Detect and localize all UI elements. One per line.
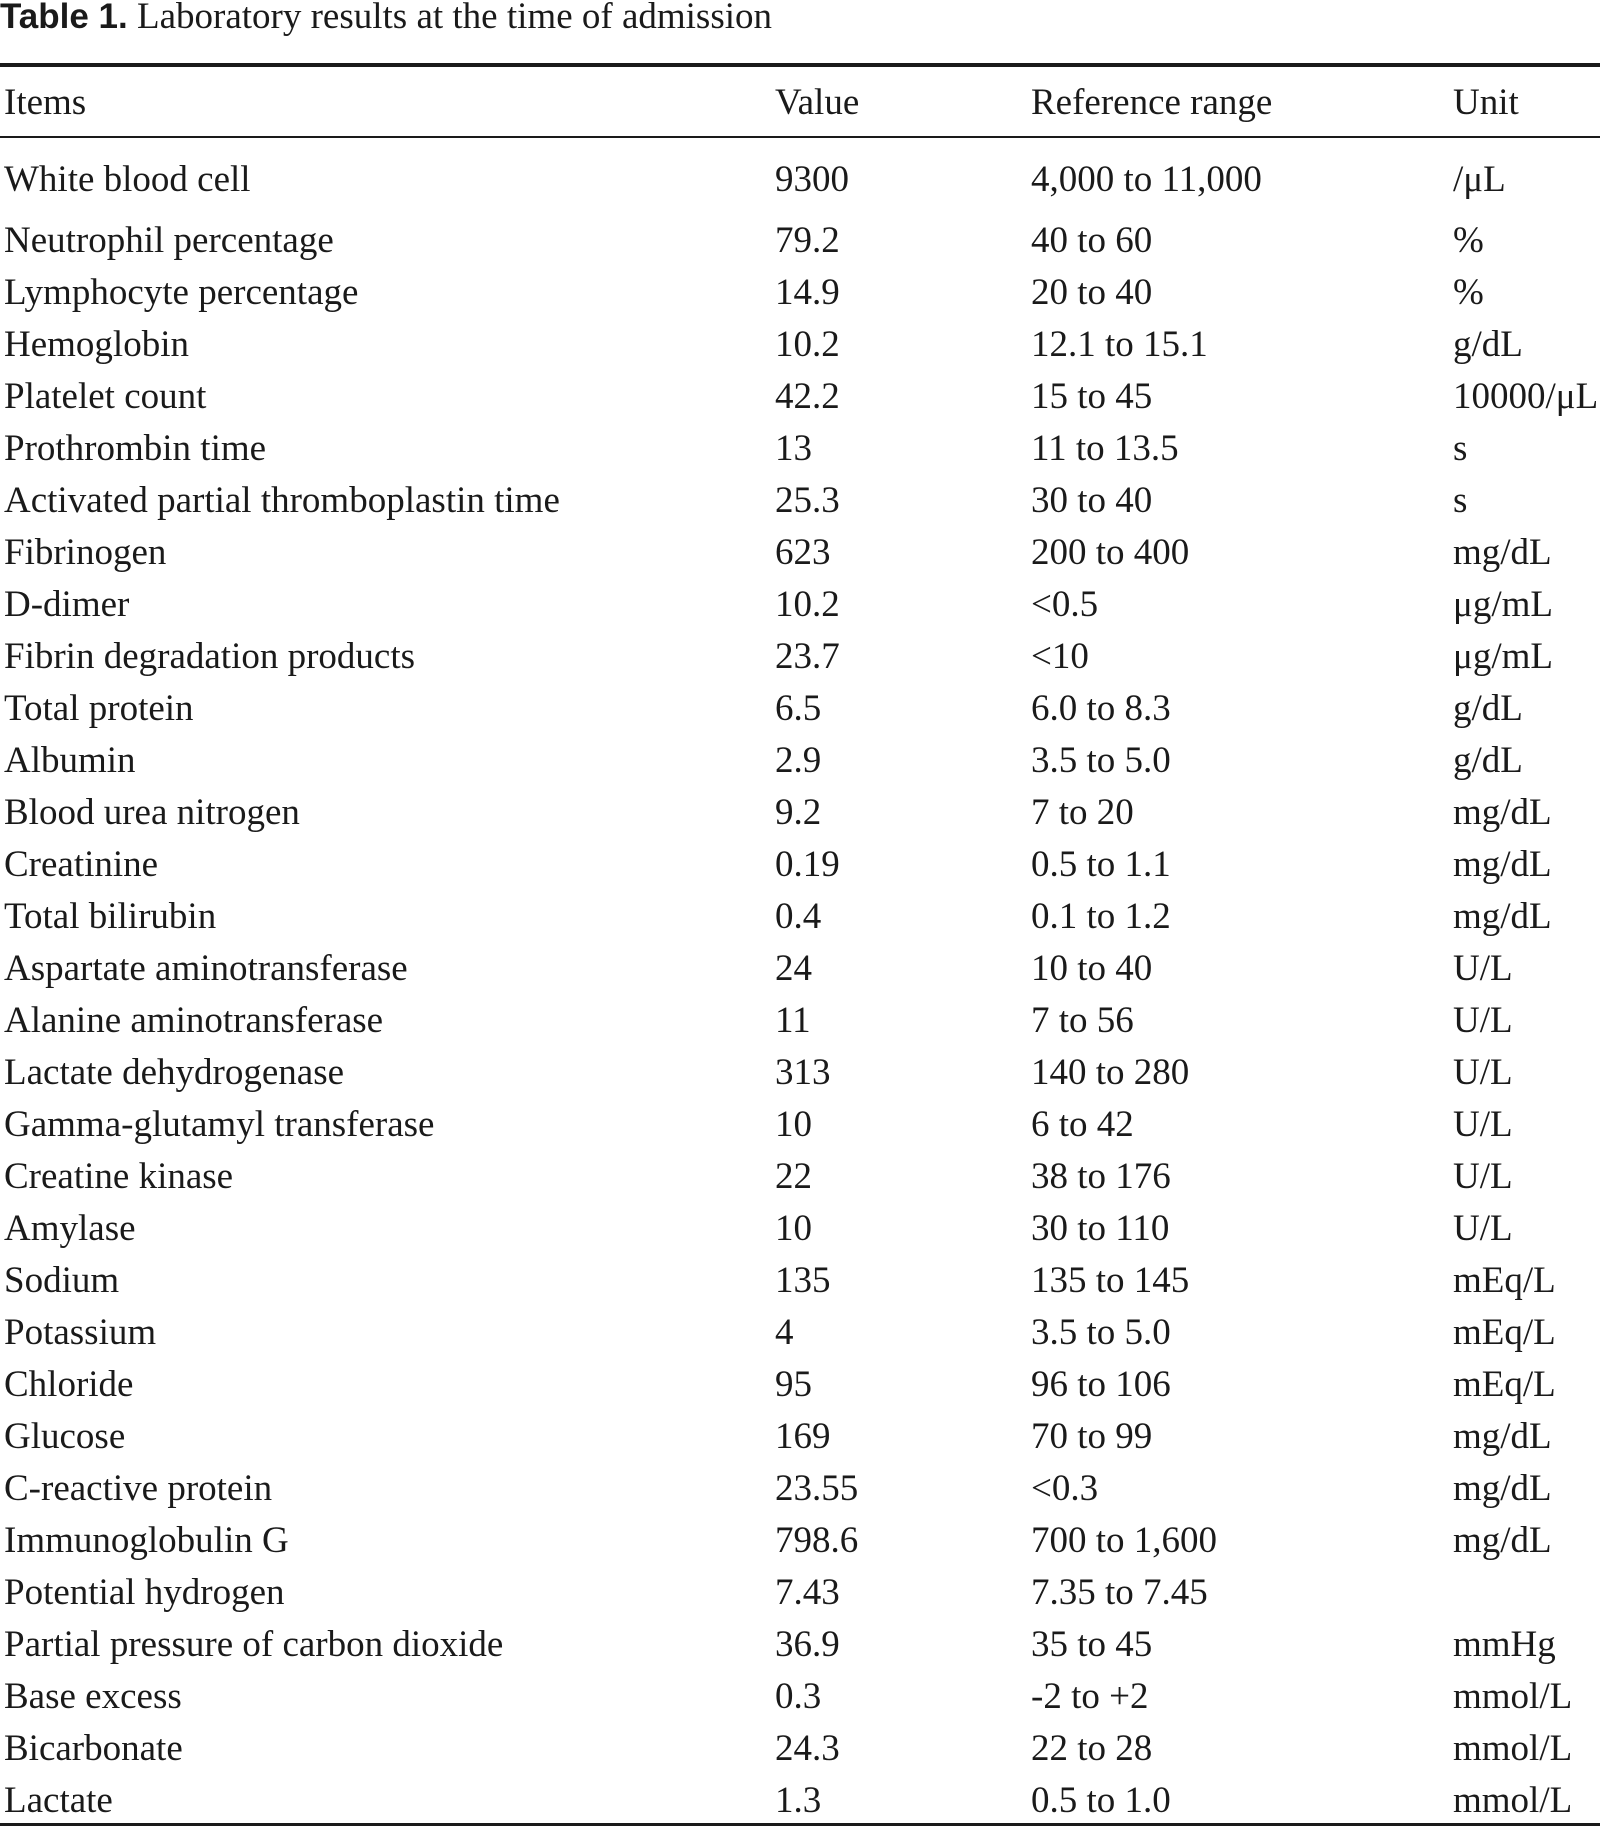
cell-value: 4 xyxy=(775,1311,794,1353)
cell-value: 22 xyxy=(775,1155,812,1197)
cell-value: 6.5 xyxy=(775,687,822,729)
table-row xyxy=(0,1410,1600,1462)
cell-unit: mEq/L xyxy=(1453,1311,1556,1353)
table-row xyxy=(0,422,1600,474)
cell-item: Bicarbonate xyxy=(4,1727,183,1769)
cell-item: Total protein xyxy=(4,687,194,729)
cell-unit: % xyxy=(1453,219,1484,261)
cell-value: 135 xyxy=(775,1259,831,1301)
cell-unit xyxy=(1449,1566,1600,1618)
cell-reference-range: <0.5 xyxy=(1031,583,1099,625)
cell-item: Lactate dehydrogenase xyxy=(4,1051,345,1093)
cell-reference-range: 96 to 106 xyxy=(1031,1363,1171,1405)
cell-item: Hemoglobin xyxy=(4,323,189,365)
cell-item: Fibrinogen xyxy=(4,531,167,573)
cell-reference-range: 7 to 20 xyxy=(1031,791,1134,833)
cell-unit: g/dL xyxy=(1453,687,1523,729)
table-row xyxy=(0,1150,1600,1202)
cell-reference-range: 3.5 to 5.0 xyxy=(1031,1311,1171,1353)
cell-item: Potential hydrogen xyxy=(4,1571,285,1613)
table-caption-label: Table 1. xyxy=(0,0,128,36)
table-row xyxy=(0,318,1600,370)
cell-reference-range: 0.5 to 1.1 xyxy=(1031,843,1171,885)
cell-value: 10.2 xyxy=(775,583,840,625)
cell-value: 313 xyxy=(775,1051,831,1093)
cell-unit: % xyxy=(1453,271,1484,313)
cell-unit: U/L xyxy=(1453,1207,1513,1249)
table-row xyxy=(0,526,1600,578)
cell-unit: mmol/L xyxy=(1453,1675,1573,1717)
cell-item: Activated partial thromboplastin time xyxy=(4,479,560,521)
table-caption xyxy=(0,0,772,40)
cell-value: 0.19 xyxy=(775,843,840,885)
cell-unit: mmHg xyxy=(1453,1623,1556,1665)
cell-unit: mg/dL xyxy=(1453,1467,1552,1509)
table-row xyxy=(0,890,1600,942)
table-row xyxy=(0,942,1600,994)
cell-unit: g/dL xyxy=(1453,739,1523,781)
cell-value: 10.2 xyxy=(775,323,840,365)
cell-reference-range: 30 to 40 xyxy=(1031,479,1153,521)
table-header xyxy=(0,68,1600,136)
column-header-value: Value xyxy=(775,81,860,123)
cell-unit: U/L xyxy=(1453,1103,1513,1145)
cell-unit: μg/mL xyxy=(1453,583,1553,625)
lab-results-table xyxy=(0,68,1600,1826)
table-row xyxy=(0,474,1600,526)
cell-value: 10 xyxy=(775,1207,812,1249)
cell-reference-range: 6 to 42 xyxy=(1031,1103,1134,1145)
cell-value: 13 xyxy=(775,427,812,469)
cell-item: Gamma-glutamyl transferase xyxy=(4,1103,435,1145)
cell-item: Potassium xyxy=(4,1311,157,1353)
cell-item: Chloride xyxy=(4,1363,134,1405)
cell-reference-range: 10 to 40 xyxy=(1031,947,1153,989)
cell-value: 11 xyxy=(775,999,811,1041)
cell-reference-range: 7 to 56 xyxy=(1031,999,1134,1041)
cell-item: Platelet count xyxy=(4,375,207,417)
cell-value: 2.9 xyxy=(775,739,822,781)
cell-reference-range: 6.0 to 8.3 xyxy=(1031,687,1171,729)
cell-unit: U/L xyxy=(1453,1155,1513,1197)
cell-reference-range: 7.35 to 7.45 xyxy=(1031,1571,1208,1613)
cell-item: C-reactive protein xyxy=(4,1467,273,1509)
cell-item: Prothrombin time xyxy=(4,427,267,469)
cell-value: 23.55 xyxy=(775,1467,859,1509)
cell-value: 36.9 xyxy=(775,1623,840,1665)
cell-unit: s xyxy=(1453,479,1468,521)
cell-item: Sodium xyxy=(4,1259,120,1301)
table-row xyxy=(0,1254,1600,1306)
table-top-rule xyxy=(0,63,1600,67)
cell-value: 0.3 xyxy=(775,1675,822,1717)
cell-value: 7.43 xyxy=(775,1571,840,1613)
table-row xyxy=(0,994,1600,1046)
cell-value: 24.3 xyxy=(775,1727,840,1769)
cell-reference-range: 0.1 to 1.2 xyxy=(1031,895,1171,937)
cell-reference-range: <10 xyxy=(1031,635,1089,677)
cell-unit: mg/dL xyxy=(1453,895,1552,937)
cell-value: 10 xyxy=(775,1103,812,1145)
cell-unit: U/L xyxy=(1453,999,1513,1041)
cell-item: Albumin xyxy=(4,739,136,781)
cell-value: 9.2 xyxy=(775,791,822,833)
cell-item: D-dimer xyxy=(4,583,130,625)
table-row xyxy=(0,266,1600,318)
table-row xyxy=(0,214,1600,266)
cell-reference-range: 38 to 176 xyxy=(1031,1155,1171,1197)
cell-item: Alanine aminotransferase xyxy=(4,999,384,1041)
table-bottom-rule xyxy=(0,1823,1600,1826)
cell-reference-range: 0.5 to 1.0 xyxy=(1031,1779,1171,1821)
cell-reference-range: 22 to 28 xyxy=(1031,1727,1153,1769)
cell-item: Creatinine xyxy=(4,843,159,885)
table-row xyxy=(0,682,1600,734)
table-row xyxy=(0,136,1600,214)
cell-reference-range: 135 to 145 xyxy=(1031,1259,1190,1301)
cell-reference-range: 700 to 1,600 xyxy=(1031,1519,1218,1561)
table-row xyxy=(0,1566,1600,1618)
table-row xyxy=(0,1358,1600,1410)
cell-item: Base excess xyxy=(4,1675,182,1717)
cell-unit: 10000/μL xyxy=(1453,375,1599,417)
cell-unit: /μL xyxy=(1453,158,1506,200)
cell-unit: mg/dL xyxy=(1453,1519,1552,1561)
cell-value: 24 xyxy=(775,947,812,989)
cell-value: 42.2 xyxy=(775,375,840,417)
cell-value: 23.7 xyxy=(775,635,840,677)
cell-reference-range: 11 to 13.5 xyxy=(1031,427,1179,469)
cell-item: Fibrin degradation products xyxy=(4,635,416,677)
table-row xyxy=(0,1462,1600,1514)
cell-item: White blood cell xyxy=(4,158,251,200)
column-header-items: Items xyxy=(4,81,87,123)
table-body xyxy=(0,136,1600,1826)
table-row xyxy=(0,838,1600,890)
cell-unit: mg/dL xyxy=(1453,531,1552,573)
cell-item: Creatine kinase xyxy=(4,1155,234,1197)
table-row xyxy=(0,630,1600,682)
cell-reference-range: 12.1 to 15.1 xyxy=(1031,323,1208,365)
cell-unit: mg/dL xyxy=(1453,1415,1552,1457)
table-row xyxy=(0,370,1600,422)
cell-item: Total bilirubin xyxy=(4,895,217,937)
cell-unit: μg/mL xyxy=(1453,635,1553,677)
column-header-unit: Unit xyxy=(1453,81,1519,123)
cell-value: 14.9 xyxy=(775,271,840,313)
cell-value: 25.3 xyxy=(775,479,840,521)
cell-unit: mg/dL xyxy=(1453,843,1552,885)
cell-unit: mmol/L xyxy=(1453,1727,1573,1769)
cell-unit: mEq/L xyxy=(1453,1259,1556,1301)
cell-value: 79.2 xyxy=(775,219,840,261)
table-row xyxy=(0,786,1600,838)
cell-value: 95 xyxy=(775,1363,812,1405)
cell-value: 798.6 xyxy=(775,1519,859,1561)
cell-reference-range: 70 to 99 xyxy=(1031,1415,1153,1457)
cell-unit: s xyxy=(1453,427,1468,469)
column-header-reference-range: Reference range xyxy=(1031,81,1273,123)
cell-item: Immunoglobulin G xyxy=(4,1519,289,1561)
table-row xyxy=(0,1774,1600,1826)
cell-unit: mEq/L xyxy=(1453,1363,1556,1405)
cell-reference-range: 3.5 to 5.0 xyxy=(1031,739,1171,781)
cell-item: Neutrophil percentage xyxy=(4,219,334,261)
cell-reference-range: 40 to 60 xyxy=(1031,219,1153,261)
table-caption-text: Laboratory results at the time of admission xyxy=(136,0,773,37)
cell-unit: g/dL xyxy=(1453,323,1523,365)
cell-item: Amylase xyxy=(4,1207,136,1249)
cell-value: 169 xyxy=(775,1415,831,1457)
cell-reference-range: 35 to 45 xyxy=(1031,1623,1153,1665)
cell-value: 623 xyxy=(775,531,831,573)
cell-value: 1.3 xyxy=(775,1779,822,1821)
cell-item: Glucose xyxy=(4,1415,126,1457)
cell-reference-range: 4,000 to 11,000 xyxy=(1031,158,1262,200)
cell-item: Aspartate aminotransferase xyxy=(4,947,408,989)
cell-unit: U/L xyxy=(1453,947,1513,989)
cell-value: 9300 xyxy=(775,158,849,200)
cell-value: 0.4 xyxy=(775,895,822,937)
cell-reference-range: 30 to 110 xyxy=(1031,1207,1170,1249)
cell-item: Lactate xyxy=(4,1779,113,1821)
cell-reference-range: 140 to 280 xyxy=(1031,1051,1190,1093)
table-row xyxy=(0,1514,1600,1566)
table-row xyxy=(0,1202,1600,1254)
cell-item: Blood urea nitrogen xyxy=(4,791,300,833)
cell-item: Lymphocyte percentage xyxy=(4,271,359,313)
table-row xyxy=(0,1046,1600,1098)
cell-reference-range: 20 to 40 xyxy=(1031,271,1153,313)
cell-reference-range: -2 to +2 xyxy=(1031,1675,1149,1717)
cell-reference-range: 15 to 45 xyxy=(1031,375,1153,417)
cell-item: Partial pressure of carbon dioxide xyxy=(4,1623,504,1665)
table-row xyxy=(0,1670,1600,1722)
table-row xyxy=(0,1306,1600,1358)
table-row xyxy=(0,1098,1600,1150)
table-row xyxy=(0,1618,1600,1670)
cell-reference-range: 200 to 400 xyxy=(1031,531,1190,573)
cell-reference-range: <0.3 xyxy=(1031,1467,1099,1509)
table-header-row xyxy=(0,68,1600,136)
cell-unit: U/L xyxy=(1453,1051,1513,1093)
cell-unit: mg/dL xyxy=(1453,791,1552,833)
cell-unit: mmol/L xyxy=(1453,1779,1573,1821)
table-row xyxy=(0,1722,1600,1774)
table-row xyxy=(0,734,1600,786)
table-row xyxy=(0,578,1600,630)
